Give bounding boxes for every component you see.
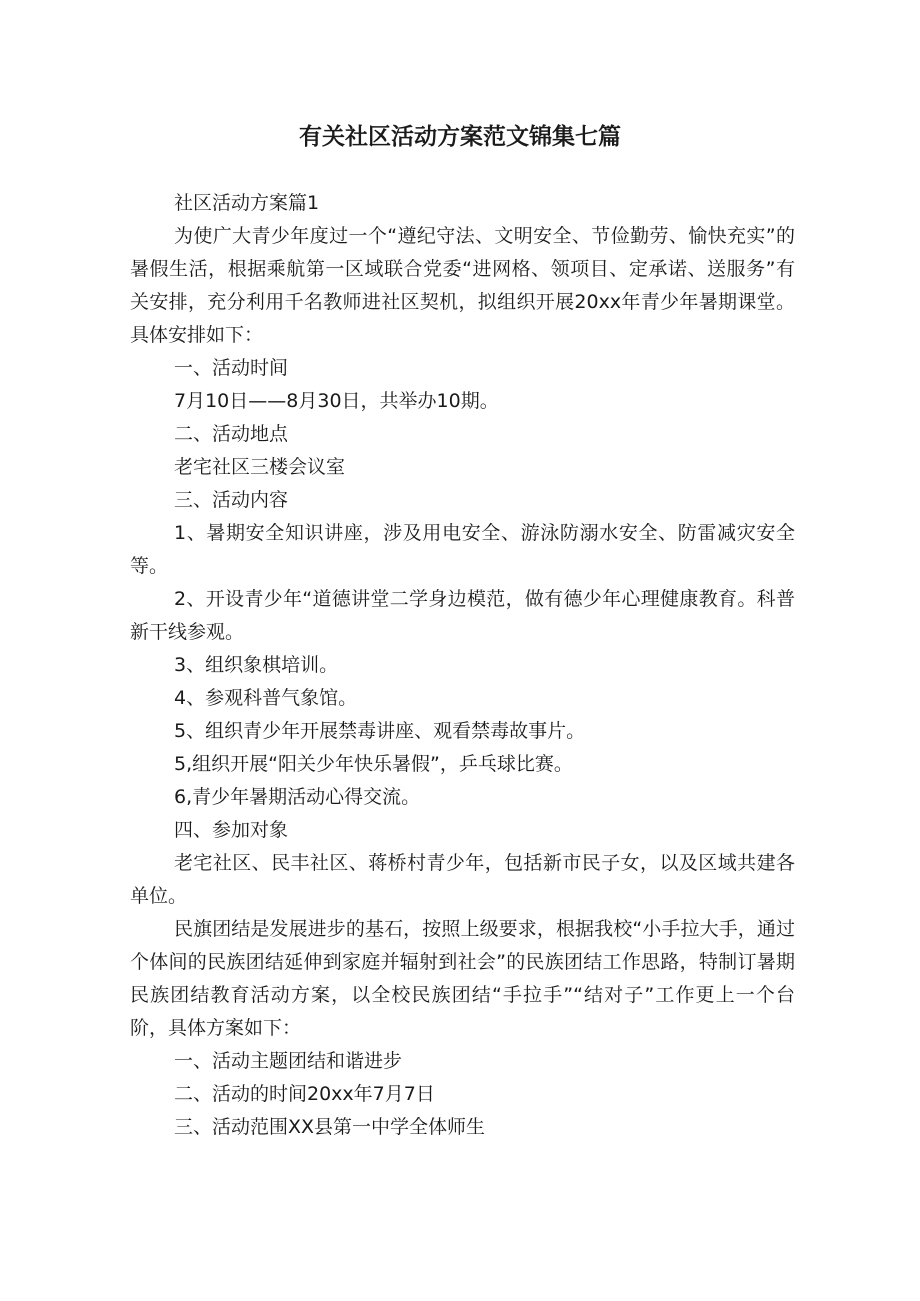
content-item-4: 4、参观科普气象馆。 [174,687,358,709]
document-title: 有关社区活动方案范文锦集七篇 [299,124,621,150]
intro-paragraph: 为使广大青少年度过一个“遵纪守法、文明安全、节俭勤劳、愉快充实”的暑假生活，根据乘航第一区域联合党委“进网格、领项目、定承诺、送服务”有关安排，充分利用千名教师进社区契机，拟组织开展20xx年青少年暑期课堂。具体安排如下： [130,225,795,346]
heading-activity-scope: 三、活动范围XX县第一中学全体师生 [174,1116,486,1138]
content-item-5b: 5,组织开展“阳关少年快乐暑假”，乒乓球比赛。 [174,753,573,775]
content-item-3: 3、组织象棋培训。 [174,654,339,676]
heading-activity-location: 二、活动地点 [174,423,289,445]
document-body [130,187,795,1144]
section-heading: 社区活动方案篇1 [174,192,320,214]
content-item-2: 2、开设青少年“道德讲堂二学身边模范，做有德少年心理健康教育。科普新干线参观。 [130,588,795,643]
content-item-6: 6,青少年暑期活动心得交流。 [174,786,421,808]
heading-activity-time: 一、活动时间 [174,357,289,379]
activity-time-text: 7月10日——8月30日，共举办10期。 [174,390,499,412]
heading-activity-content: 三、活动内容 [174,489,289,511]
content-item-5: 5、组织青少年开展禁毒讲座、观看禁毒故事片。 [174,720,586,742]
heading-participants: 四、参加对象 [174,819,289,841]
heading-activity-theme: 一、活动主题团结和谐进步 [174,1050,403,1072]
activity-location-text: 老宅社区三楼会议室 [174,456,346,478]
heading-activity-date: 二、活动的时间20xx年7月7日 [174,1083,435,1105]
unity-intro-paragraph: 民旗团结是发展进步的基石，按照上级要求，根据我校“小手拉大手，通过个体间的民族团结延伸到家庭并辐射到社会”的民族团结工作思路，特制订暑期民族团结教育活动方案，以全校民族团结“手拉手”“结对子”工作更上一个台阶，具体方案如下： [130,918,795,1039]
content-item-1: 1、暑期安全知识讲座，涉及用电安全、游泳防溺水安全、防雷减灾安全等。 [130,522,795,577]
participants-text: 老宅社区、民丰社区、蒋桥村青少年，包括新市民子女，以及区域共建各单位。 [130,852,795,907]
